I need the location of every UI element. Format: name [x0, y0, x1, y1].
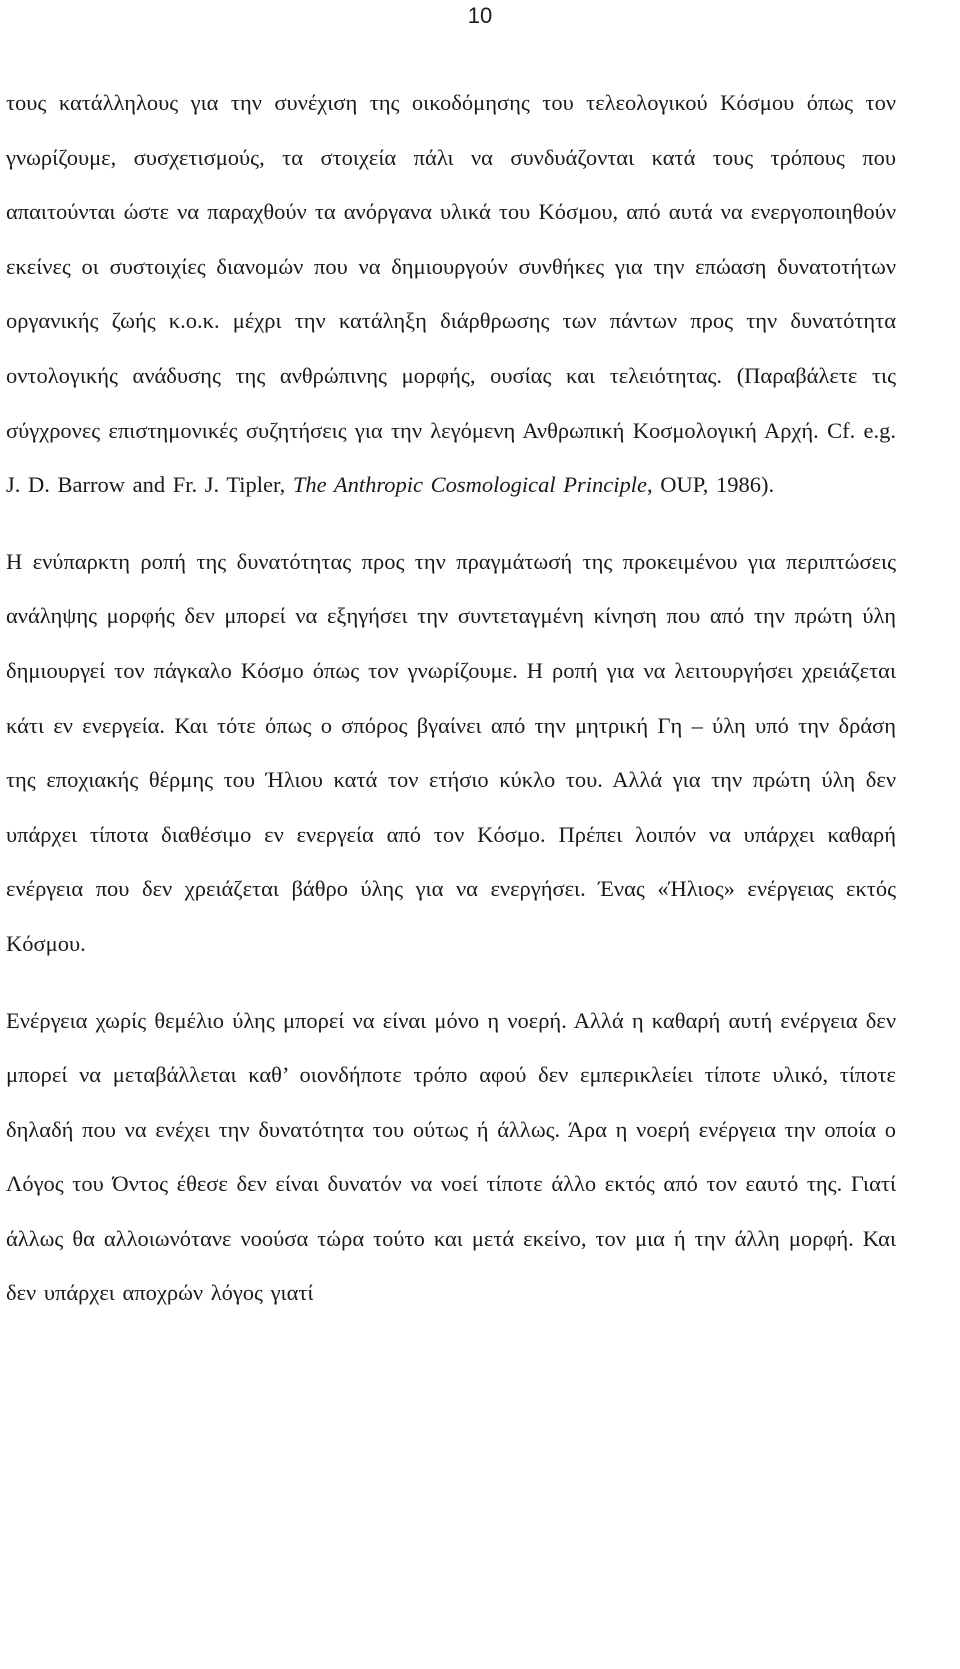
paragraph-2: Η ενύπαρκτη ροπή της δυνατότητας προς την πραγμάτωσή της προκειμένου για περιπτώσεις ανάληψης μορφής δεν μπορεί να εξηγήσει την συντεταγμένη κίνηση που από την πρώτη ύλη δημιουργεί τον πάγκαλο Κόσμο όπως τον γνωρίζουμε. Η ροπή για να λειτουργήσει χρειάζεται κάτι εν ενεργεία. Και τότε όπως ο σπόρος βγαίνει από την μητρική Γη – ύλη υπό την δράση της εποχιακής θέρμης του Ήλιου κατά τον ετήσιο κύκλο του. Αλλά για την πρώτη ύλη δεν υπάρχει τίποτα διαθέσιμο εν ενεργεία από τον Κόσμο. Πρέπει λοιπόν να υπάρχει καθαρή ενέργεια που δεν χρειάζεται βάθρο ύλης για να ενεργήσει. Ένας «Ήλιος» ενέργειας εκτός Κόσμου. [6, 548, 896, 956]
paragraph-3: Ενέργεια χωρίς θεμέλιο ύλης μπορεί να είναι μόνο η νοερή. Αλλά η καθαρή αυτή ενέργεια δεν μπορεί να μεταβάλλεται καθ’ οιονδήποτε τρόπο αφού δεν εμπερικλείει τίποτε υλικό, τίποτε δηλαδή που να ενέχει την δυνατότητα του ούτως ή άλλως. Άρα η νοερή ενέργεια την οποία ο Λόγος του Όντος έθεσε δεν είναι δυνατόν να νοεί τίποτε άλλο εκτός από τον εαυτό της. Γιατί άλλως θα αλλοιωνότανε νοούσα τώρα τούτο και μετά εκείνο, τον μια ή την άλλη μορφή. Και δεν υπάρχει αποχρών λόγος γιατί [6, 1007, 896, 1306]
book-title-italic: The Anthropic Cosmological Principle [292, 472, 647, 498]
paragraph-1-text-before: τους κατάλληλους για την συνέχιση της οικοδόμησης του τελεολογικού Κόσμου όπως τον γνωρίζουμε, συσχετισμούς, τα στοιχεία πάλι να συνδυάζονται κατά τους τρόπους που απαιτούνται ώστε να παραχθούν τα ανόργανα υλικά του Κόσμου, από αυτά να ενεργοποιηθούν εκείνες οι συστοιχίες διανομών που να δημιουργούν συνθήκες για την επώαση δυνατοτήτων οργανικής ζωής κ.ο.κ. μέχρι την κατάληξη διάρθρωσης των πάντων προς την δυνατότητα οντολογικής ανάδυσης της ανθρώπινης μορφής, ουσίας και τελειότητας. (Παραβάλετε τις σύγχρονες επιστημονικές συζητήσεις για την λεγόμενη Ανθρωπική Κοσμολογική Αρχή. Cf. e.g. J. D. Barrow and Fr. J. Tipler, [6, 90, 896, 498]
paragraph-1 [6, 76, 896, 513]
paragraph-1-text-after: , OUP, 1986). [646, 472, 775, 498]
page-number: 10 [467, 3, 493, 28]
document-body [6, 76, 896, 1321]
